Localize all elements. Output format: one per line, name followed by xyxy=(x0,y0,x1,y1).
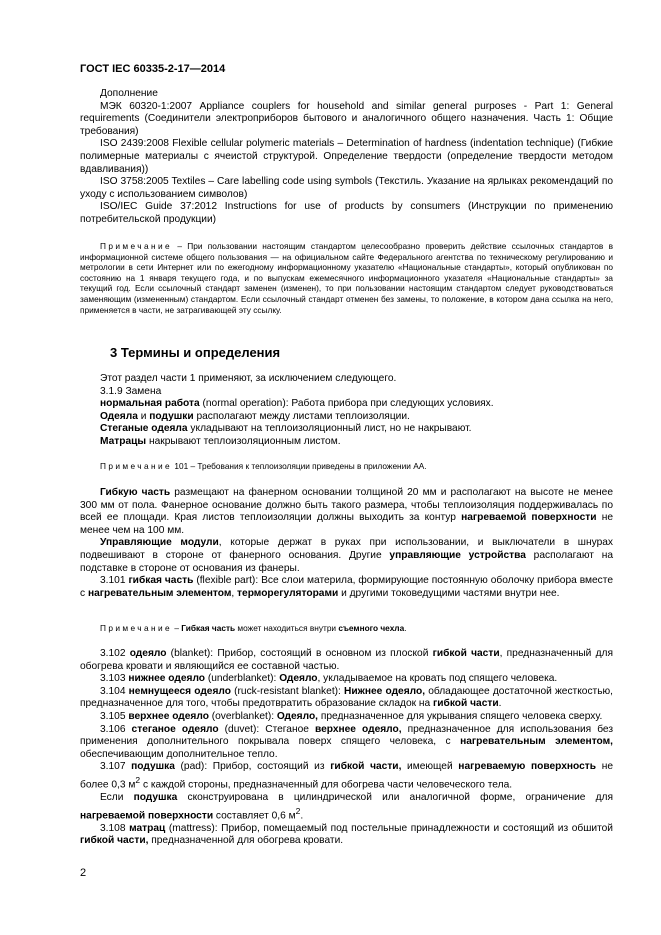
note-block xyxy=(80,623,613,634)
references-title: Дополнение xyxy=(100,88,158,99)
definition-paragraph: 3.107 подушка (pad): Прибор, состоящий из гибкой части, имеющей нагреваемую поверхность не более 0,3 $м^2$ с каждой стороны, предназначенный для обогрева части человеческого тела. xyxy=(80,761,613,791)
definition-paragraph: 3.104 немнущееся одеяло (ruck-resistant blanket): Нижнее одеяло, обладающее достаточной жесткостью, предназначенное для того, чтобы предотвратить образование складок на гибкой части. xyxy=(80,685,613,710)
definition-paragraph: 3.105 верхнее одеяло (overblanket): Одеяло, предназначенное для укрывания спящего человека сверху. xyxy=(100,710,603,722)
body-paragraph: Одеяла и подушки располагают между листами теплоизоляции. xyxy=(100,410,410,422)
body-paragraph: Если подушка сконструирована в цилиндрической или аналогичной форме, ограничение для нагреваемой поверхности составляет 0,6 $м^2$. xyxy=(80,791,613,821)
reference-item: МЭК 60320-1:2007 Appliance couplers for household and similar general purposes - Part 1: General requirements (Соединители электроприборов бытового и аналогичного общего назначения. Часть 1: Общие требования) xyxy=(80,100,613,137)
clause-number: 3.1.9 Замена xyxy=(100,385,162,397)
definition-paragraph: 3.106 стеганое одеяло (duvet): Стеганое верхнее одеяло, предназначенное для использования без применения дополнительного покрывала поверх спящего человека, с нагревательным элементом, обеспечивающим дополнительное тепло. xyxy=(80,723,614,760)
body-paragraph: Стеганые одеяла укладывают на теплоизоляционный лист, но не накрывают. xyxy=(100,423,472,435)
definition-paragraph: 3.102 одеяло (blanket): Прибор, состоящий в основном из плоской гибкой части, предназначенный для обогрева кровати и являющийся ее составной частью. xyxy=(80,648,613,672)
note-label: Примечание xyxy=(100,461,173,471)
note-text: Примечание – При пользовании настоящим стандартом целесообразно проверить действие ссылочных стандартов в информационной системе общего пользования — на официальном сайте Федерального агентства по техническому регулированию и метрологии в сети Интернет или по ежегодному информационному указателю «Национальные стандарты», который опубликован по состоянию на 1 января текущего года, и по выпускам ежемесячного информационного указателя «Национальные стандарты» за текущий год. Если ссылочный стандарт заменен (изменен), то при пользовании настоящим стандартом следует руководствоваться заменяющим (измененным) стандартом. Если ссылочный стандарт отменен без замены, то положение, в котором дана ссылка на него, применяется в части, не затрагивающей эту ссылку. xyxy=(80,241,613,315)
note-text: Примечание – Гибкая часть может находиться внутри съемного чехла. xyxy=(100,623,407,633)
note-block xyxy=(80,241,613,315)
note-block xyxy=(80,461,613,472)
reference-item: ISO 2439:2008 Flexible cellular polymeric materials – Determination of hardness (indentation technique) (Гибкие полимерные материалы с ячеистой структурой. Определение твердости (определение твердости методом вдавливания)) xyxy=(80,138,613,175)
section-body xyxy=(80,373,613,449)
references-block xyxy=(80,88,613,227)
definition-paragraph: 3.103 нижнее одеяло (underblanket): Одеяло, укладываемое на кровать под спящего человека. xyxy=(100,673,558,685)
body-paragraph: Гибкую часть размещают на фанерном основании толщиной 20 мм и располагают на высоте не менее 300 мм от пола. Фанерное основание должно быть такого размера, чтобы теплоизоляция поддерживалась по всей ее площади. Края листов теплоизоляции должны выходить за контур нагреваемой поверхности не менее чем на 100 мм. xyxy=(80,487,613,536)
definition-paragraph: 3.108 матрац (mattress): Прибор, помещаемый под постельные принадлежности и состоящий из обшитой гибкой части, предназначенной для обогрева кровати. xyxy=(80,822,613,847)
document-header: ГОСТ IEC 60335-2-17—2014 xyxy=(80,63,226,75)
note-label: Примечание xyxy=(100,623,173,633)
section-intro: Этот раздел части 1 применяют, за исключением следующего. xyxy=(100,373,397,384)
section-body xyxy=(80,487,613,600)
section-heading: 3 Термины и определения xyxy=(110,345,281,360)
reference-item: ISO/IEC Guide 37:2012 Instructions for use of products by consumers (Инструкции по применению потребительской продукции) xyxy=(80,201,613,225)
page-number: 2 xyxy=(80,867,87,879)
reference-item: ISO 3758:2005 Textiles – Care labelling code using symbols (Текстиль. Указание на ярлыках рекомендаций по уходу с использованием символов) xyxy=(80,176,613,200)
body-paragraph: Матрацы накрывают теплоизоляционным листом. xyxy=(100,435,341,447)
note-label: Примечание xyxy=(100,241,173,251)
note-text: Примечание 101 – Требования к теплоизоляции приведены в приложении АА. xyxy=(100,461,427,471)
section-body xyxy=(80,648,613,848)
body-paragraph: Управляющие модули, которые держат в руках при использовании, и выключатели в шнурах подвешивают в стороне от фанерного основания. Другие управляющие устройства располагают на подставке в стороне от основания из фанеры. xyxy=(80,537,614,574)
definition-paragraph: 3.101 гибкая часть (flexible part): Все слои материла, формирующие постоянную оболочку прибора вместе с нагревательным элементом, терморегуляторами и другими токоведущими частями внутри нее. xyxy=(80,575,613,599)
definition-paragraph: нормальная работа (normal operation): Работа прибора при следующих условиях. xyxy=(100,398,494,410)
